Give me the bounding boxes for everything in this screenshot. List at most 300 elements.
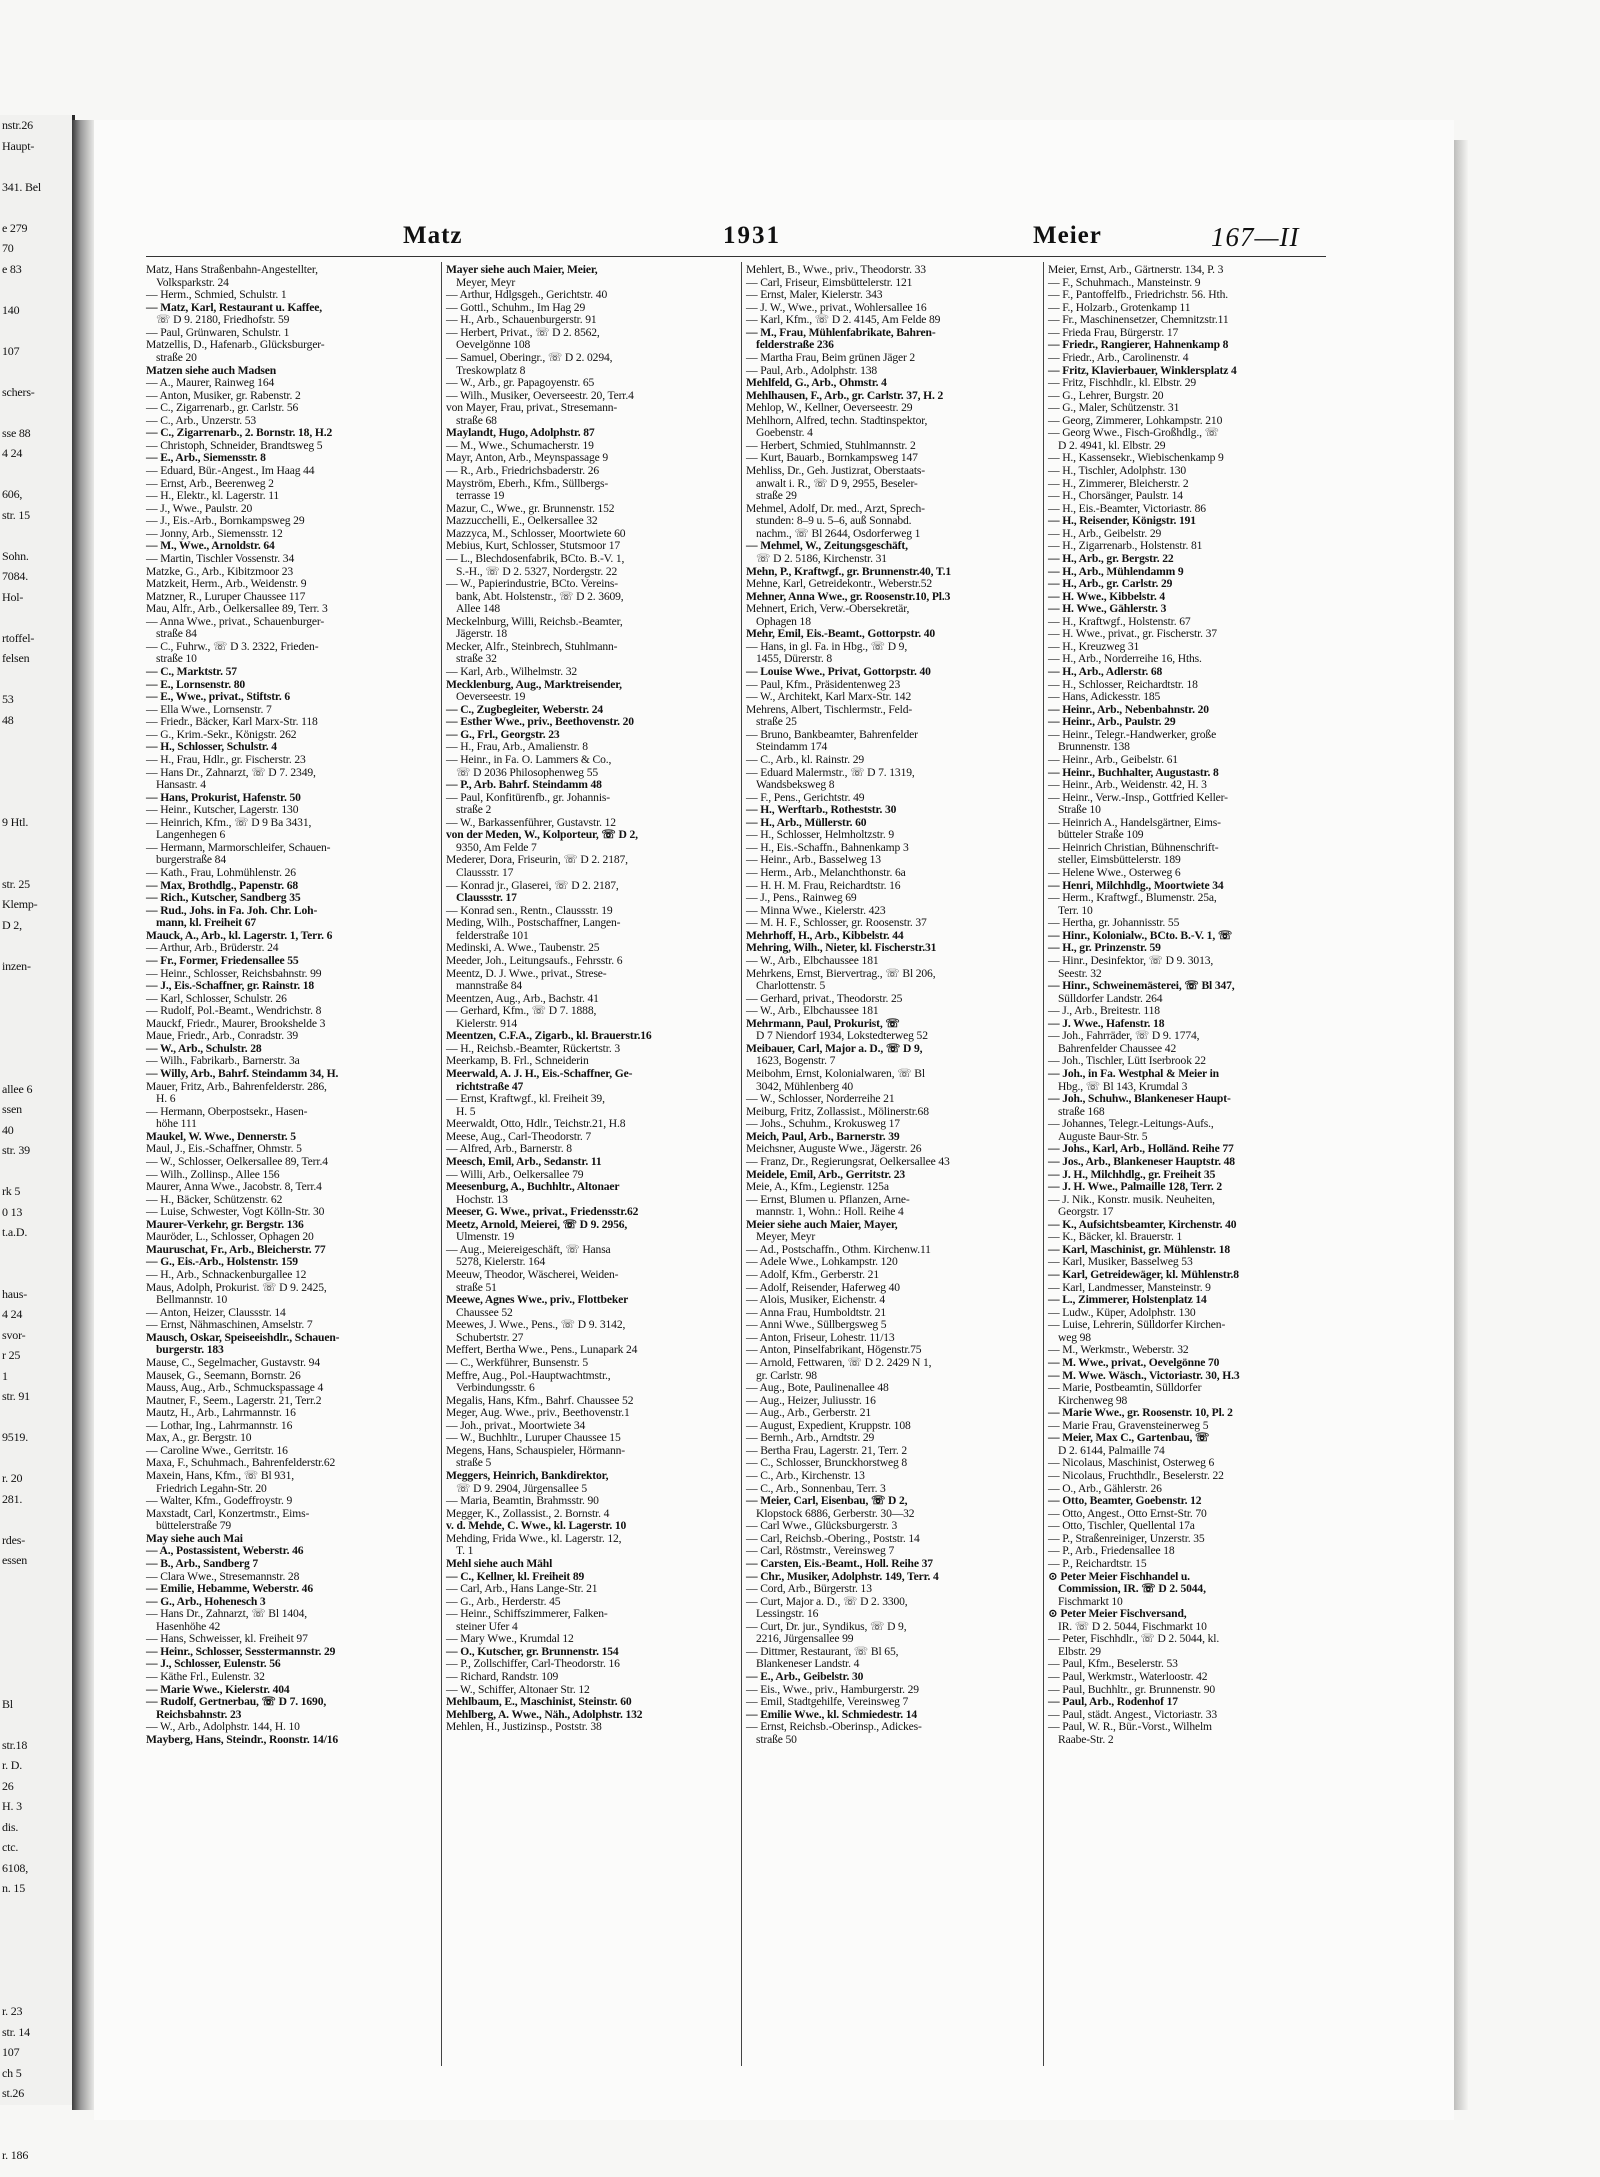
left-page-fragment: Bl	[2, 1696, 13, 1711]
directory-entry: Straße 10	[1058, 803, 1101, 817]
directory-entry: ☏ D 2. 5186, Kirchenstr. 31	[756, 551, 887, 565]
directory-entry: terrasse 19	[456, 489, 505, 503]
directory-entry: — Anton, Musiker, gr. Rabenstr. 2	[146, 388, 301, 402]
directory-entry: Megens, Hans, Schauspieler, Hörmann-	[446, 1443, 625, 1457]
left-page-fragment	[0, 730, 72, 751]
directory-entry: straße 168	[1058, 1104, 1105, 1118]
directory-entry: Maue, Friedr., Arb., Conradstr. 39	[146, 1029, 299, 1043]
directory-entry: — Heinr., Arb., Weidenstr. 42, H. 3	[1048, 778, 1207, 792]
left-page-fragment	[0, 1919, 72, 1940]
directory-entry: — Hans Dr., Zahnarzt, ☏ D 7. 2349,	[146, 765, 316, 779]
directory-entry: Mehlen, H., Justizinsp., Poststr. 38	[446, 1720, 602, 1734]
left-page-fragment: r. 20	[2, 1471, 23, 1485]
directory-entry: Meerkamp, B. Frl., Schneiderin	[446, 1054, 589, 1068]
directory-entry: straße 5	[456, 1456, 492, 1470]
directory-entry: — Heinrich A., Handelsgärtner, Eims-	[1048, 815, 1221, 829]
left-page-fragment	[0, 1591, 72, 1612]
directory-entry: Mehlop, W., Kellner, Oeverseestr. 29	[746, 401, 913, 415]
directory-entry: IR. ☏ D 2. 5044, Fischmarkt 10	[1058, 1619, 1207, 1633]
directory-entry: ⊙ Peter Meier Fischversand,	[1048, 1607, 1187, 1621]
directory-entry: gr. Carlstr. 98	[756, 1368, 817, 1382]
directory-entry: Reichsbahnstr. 23	[156, 1707, 242, 1721]
directory-entry: Mehlhausen, F., Arb., gr. Carlstr. 37, H. 2	[746, 388, 944, 402]
directory-entry: Meewe, Agnes Wwe., priv., Flottbeker	[446, 1293, 629, 1307]
running-head-last-name: Meier	[1033, 222, 1102, 249]
directory-column-3	[746, 264, 1038, 1746]
directory-entry: — F., Schuhmach., Mansteinstr. 9	[1048, 275, 1201, 289]
book-gutter	[72, 120, 94, 2110]
directory-entry: — W., Schlosser, Oelkersallee 89, Terr.4	[146, 1154, 328, 1168]
directory-entry: — Joh., in Fa. Westphal & Meier in	[1048, 1067, 1219, 1080]
directory-entry: — Joh., privat., Moortwiete 34	[446, 1418, 586, 1432]
directory-entry: — Emilie, Hebamme, Weberstr. 46	[146, 1582, 313, 1596]
directory-entry: — Friedr., Bäcker, Karl Marx-Str. 118	[146, 715, 318, 729]
directory-entry: — E., Arb., Geibelstr. 30	[746, 1670, 864, 1683]
directory-entry: Chaussee 52	[456, 1305, 513, 1319]
directory-entry: — Johs., Schuhm., Krokusweg 17	[746, 1117, 900, 1131]
directory-entry: Meerwaldt, Otto, Hdlr., Teichstr.21, H.8	[446, 1117, 626, 1131]
directory-entry: Mayr, Anton, Arb., Meynspassage 9	[446, 451, 609, 465]
directory-entry: — Paul, Werkmstr., Waterloostr. 42	[1048, 1670, 1208, 1683]
directory-entry: — H., gr. Prinzenstr. 59	[1048, 941, 1161, 955]
directory-entry: — Walter, Kfm., Godeffroystr. 9	[146, 1494, 293, 1508]
directory-column-4	[1048, 264, 1340, 1746]
directory-entry: 3042, Mühlenberg 40	[756, 1079, 854, 1093]
directory-entry: Mauruschat, Fr., Arb., Bleicherstr. 77	[146, 1242, 326, 1256]
directory-entry: Meding, Wilh., Postschaffner, Langen-	[446, 916, 621, 930]
left-page-fragment: 70	[2, 241, 14, 255]
directory-entry: — H., Arb., Norderreihe 16, Hths.	[1048, 652, 1202, 666]
left-page-fragment: str.18	[2, 1737, 28, 1752]
directory-entry: Matzkeit, Herm., Arb., Weidenstr. 9	[146, 577, 307, 591]
directory-entry: — Bernh., Arb., Arndtstr. 29	[746, 1431, 875, 1445]
directory-entry: Seestr. 32	[1058, 966, 1102, 980]
left-page-fragment: 107	[2, 2045, 20, 2059]
directory-entry: — Nicolaus, Fruchthdlr., Beselerstr. 22	[1048, 1469, 1224, 1482]
directory-entry: ☏ D 9. 2904, Jürgensallee 5	[456, 1481, 587, 1495]
directory-entry: Mehmel, Adolf, Dr. med., Arzt, Sprech-	[746, 501, 925, 515]
directory-entry: Meeder, Joh., Leitungsaufs., Fehrsstr. 6	[446, 953, 623, 967]
directory-entry: anwalt i. R., ☏ D 9, 2955, Beseler-	[756, 476, 918, 490]
directory-entry: Mehner, Anna Wwe., gr. Roosenstr.10, Pl.3	[746, 589, 951, 603]
directory-entry: Meesch, Emil, Arb., Sedanstr. 11	[446, 1154, 602, 1168]
directory-entry: Hochstr. 13	[456, 1192, 508, 1206]
directory-entry: — Paul, Arb., Adolphstr. 138	[746, 363, 878, 377]
directory-entry: — Anna Frau, Humboldtstr. 21	[746, 1305, 887, 1319]
directory-entry: — C., Werkführer, Bunsenstr. 5	[446, 1355, 589, 1369]
directory-entry: Verbindungsstr. 6	[456, 1381, 535, 1395]
left-page-fragment	[0, 997, 72, 1018]
directory-entry: — Ernst, Reichsb.-Oberinsp., Adickes-	[746, 1720, 922, 1734]
directory-entry: — Kath., Frau, Lohmühlenstr. 26	[146, 866, 296, 879]
directory-entry: Wandsbeksweg 8	[756, 778, 835, 792]
directory-entry: ☏ D 2036 Philosophenweg 55	[456, 765, 598, 779]
directory-entry: — Ad., Postschaffn., Othm. Kirchenw.11	[746, 1242, 931, 1256]
directory-entry: — Mehmel, W., Zeitungsgeschäft,	[746, 539, 908, 553]
directory-entry: Langenhegen 6	[156, 828, 226, 842]
directory-entry: — Herbert, Schmied, Stuhlmannstr. 2	[746, 438, 916, 452]
directory-entry: Maylandt, Hugo, Adolphstr. 87	[446, 426, 595, 440]
directory-entry: Maxstadt, Carl, Konzertmstr., Eims-	[146, 1506, 310, 1520]
directory-entry: — H., Arb., Geibelstr. 29	[1048, 526, 1162, 540]
directory-entry: höhe 111	[156, 1117, 197, 1131]
directory-entry: — Ernst, Blumen u. Pflanzen, Arne-	[746, 1192, 910, 1206]
directory-entry: Mehlfeld, G., Arb., Ohmstr. 4	[746, 376, 887, 390]
directory-entry: straße 25	[756, 715, 797, 729]
directory-entry: — Rud., Johs. in Fa. Joh. Chr. Loh-	[146, 903, 318, 917]
directory-entry: — H., Reisender, Königstr. 191	[1048, 514, 1196, 528]
directory-entry: — Karl, Schlosser, Schulstr. 26	[146, 991, 287, 1005]
directory-entry: straße 20	[156, 350, 197, 364]
directory-entry: — Paul, Buchhltr., gr. Brunnenstr. 90	[1048, 1682, 1216, 1696]
directory-entry: Mehliss, Dr., Geh. Justizrat, Oberstaats-	[746, 464, 925, 477]
column-divider	[741, 262, 742, 2066]
directory-entry: Mausch, Oskar, Speiseeishdlr., Schauen-	[146, 1330, 340, 1344]
left-page-fragment: 48	[2, 712, 14, 727]
directory-entry: Mehding, Frida Wwe., kl. Lagerstr. 12,	[446, 1531, 622, 1545]
directory-entry: — F., Holzarb., Grotenkamp 11	[1048, 300, 1191, 314]
directory-entry: — Gerhard, Kfm., ☏ D 7. 1888,	[446, 1004, 597, 1018]
directory-entry: Mederer, Dora, Friseurin, ☏ D 2. 2187,	[446, 853, 628, 867]
directory-entry: Fischmarkt 10	[1058, 1594, 1123, 1608]
directory-entry: Mazur, C., Wwe., gr. Brunnenstr. 152	[446, 501, 615, 515]
running-head-year: 1931	[723, 222, 781, 249]
directory-entry: — Karl, Maschinist, gr. Mühlenstr. 18	[1048, 1242, 1230, 1256]
directory-entry: — Joh., Tischler, Lütt Iserbrook 22	[1048, 1054, 1206, 1068]
directory-entry: Meier siehe auch Maier, Mayer,	[746, 1217, 898, 1231]
directory-entry: — H., Frau, Arb., Amalienstr. 8	[446, 740, 588, 754]
directory-entry: — F., Pantoffelfb., Friedrichstr. 56. Hth.	[1048, 288, 1228, 302]
left-page-fragment	[0, 1509, 72, 1530]
column-divider	[1043, 262, 1044, 2066]
directory-entry: Sülldorfer Landstr. 264	[1058, 991, 1163, 1005]
directory-entry: — Gottl., Schuhm., Im Hag 29	[446, 300, 586, 314]
directory-entry: — J. Nik., Konstr. musik. Neuheiten,	[1048, 1192, 1215, 1206]
directory-entry: — Arnold, Fettwaren, ☏ D 2. 2429 N 1,	[746, 1355, 932, 1369]
directory-entry: — Frieda Frau, Bürgerstr. 17	[1048, 325, 1179, 339]
directory-entry: — G., Eis.-Arb., Holstenstr. 159	[146, 1255, 298, 1269]
directory-entry: — Fr., Maschinensetzer, Chemnitzstr.11	[1048, 313, 1229, 327]
directory-entry: 1623, Bogenstr. 7	[756, 1054, 836, 1068]
left-page-fragment	[0, 1058, 72, 1079]
left-page-fragment	[0, 771, 72, 792]
directory-entry: Auguste Baur-Str. 5	[1058, 1129, 1148, 1143]
directory-entry: — Nicolaus, Maschinist, Osterweg 6	[1048, 1456, 1215, 1470]
directory-entry: — K., Bäcker, kl. Brauerstr. 1	[1048, 1230, 1183, 1244]
directory-entry: — W., Architekt, Karl Marx-Str. 142	[746, 690, 912, 704]
directory-entry: ☏ D 9. 2180, Friedhofstr. 59	[156, 313, 290, 327]
directory-entry: — Heinr., Kutscher, Lagerstr. 130	[146, 803, 299, 817]
directory-entry: — Willy, Arb., Bahrf. Steindamm 34, H.	[146, 1067, 339, 1080]
directory-entry: — Luise, Lehrerin, Sülldorfer Kirchen-	[1048, 1318, 1226, 1332]
directory-entry: nachm., ☏ Bl 2644, Osdorferweg 1	[756, 526, 921, 540]
column-divider	[441, 262, 442, 2066]
directory-entry: — Fritz, Klavierbauer, Winklersplatz 4	[1048, 363, 1237, 377]
directory-entry: — Otto, Angest., Otto Ernst-Str. 70	[1048, 1506, 1207, 1520]
left-page-fragment: essen	[2, 1553, 27, 1567]
left-page-fragment: 281.	[2, 1491, 23, 1506]
directory-entry: — H., Eis.-Beamter, Victoriastr. 86	[1048, 501, 1206, 515]
left-page-fragment: str. 91	[2, 1389, 30, 1403]
left-page-fragment	[0, 1960, 72, 1981]
directory-entry: — Emil, Stadtgehilfe, Vereinsweg 7	[746, 1695, 909, 1709]
directory-entry: Mehrmann, Paul, Prokurist, ☏	[746, 1016, 900, 1030]
directory-entry: D 2. 4941, kl. Elbstr. 29	[1058, 438, 1166, 452]
directory-entry: — Arthur, Hdlgsgeh., Gerichtstr. 40	[446, 288, 608, 302]
directory-entry: — Curt, Dr. jur., Syndikus, ☏ D 9,	[746, 1619, 907, 1633]
directory-entry: — Heinr., Arb., Nebenbahnstr. 20	[1048, 702, 1209, 716]
directory-entry: Bellmannstr. 10	[156, 1293, 228, 1307]
left-page-fragment: sse 88	[2, 425, 31, 440]
left-page-fragment: str. 25	[2, 876, 30, 891]
directory-entry: Meger, Aug. Wwe., priv., Beethovenstr.1	[446, 1406, 630, 1420]
directory-entry: Meeuw, Theodor, Wäscherei, Weiden-	[446, 1268, 619, 1281]
left-page-fragment	[0, 1571, 72, 1592]
directory-entry: straße 2	[456, 803, 492, 817]
directory-entry: straße 68	[456, 413, 497, 427]
directory-entry: — Peter, Fischhdlr., ☏ D 2. 5044, kl.	[1048, 1632, 1220, 1646]
directory-entry: — W., Schiffer, Altonaer Str. 12	[446, 1682, 590, 1696]
directory-entry: — F., Pens., Gerichtstr. 49	[746, 790, 865, 804]
directory-column-1	[146, 264, 436, 1746]
directory-entry: — C., Kellner, kl. Freiheit 89	[446, 1569, 585, 1583]
directory-entry: — Helene Wwe., Osterweg 6	[1048, 866, 1181, 879]
directory-entry: — Heinr., Schlosser, Reichsbahnstr. 99	[146, 966, 322, 980]
directory-entry: — C., Arb., kl. Rainstr. 29	[746, 752, 865, 766]
directory-entry: May siehe auch Mai	[146, 1531, 243, 1545]
directory-entry: straße 32	[456, 652, 497, 666]
directory-entry: — Adolf, Kfm., Gerberstr. 21	[746, 1268, 879, 1281]
directory-entry: — Hans, in gl. Fa. in Hbg., ☏ D 9,	[746, 639, 908, 653]
directory-entry: — Heinr., Arb., Paulstr. 29	[1048, 715, 1176, 729]
directory-entry: — E., Arb., Siemensstr. 8	[146, 451, 266, 465]
directory-entry: Mehnert, Erich, Verw.-Obersekretär,	[746, 602, 910, 616]
left-page-margin	[0, 115, 75, 2162]
directory-entry: von Mayer, Frau, privat., Stresemann-	[446, 401, 618, 415]
directory-entry: — H., Elektr., kl. Lagerstr. 11	[146, 489, 280, 503]
directory-entry: straße 84	[156, 627, 197, 641]
directory-entry: — Fr., Former, Friedensallee 55	[146, 953, 299, 967]
left-page-fragment	[0, 525, 72, 546]
directory-entry: — Rich., Kutscher, Sandberg 35	[146, 891, 301, 905]
directory-entry: — Aug., Heizer, Juliusstr. 16	[746, 1393, 876, 1407]
directory-entry: Mauer, Fritz, Arb., Bahrenfelderstr. 286,	[146, 1079, 327, 1093]
directory-entry: — J. Wwe., Hafenstr. 18	[1048, 1016, 1165, 1030]
directory-entry: — H., Zimmerer, Bleicherstr. 2	[1048, 476, 1189, 490]
directory-entry: Mautner, F., Seem., Lagerstr. 21, Terr.2	[146, 1393, 322, 1407]
left-page-fragment	[0, 1017, 72, 1038]
directory-entry: — Hertha, gr. Johannisstr. 55	[1048, 916, 1180, 930]
directory-entry: Maurer-Verkehr, gr. Bergstr. 136	[146, 1217, 304, 1231]
directory-entry: — Karl, Getreidewäger, kl. Mühlenstr.8	[1048, 1268, 1239, 1281]
directory-entry: — W., Arb., gr. Papagoyenstr. 65	[446, 376, 595, 390]
directory-entry: — Aug., Meiereigeschäft, ☏ Hansa	[446, 1242, 611, 1256]
directory-entry: — Adele Wwe., Lohkampstr. 120	[746, 1255, 898, 1269]
directory-entry: — H. H. M. Frau, Reichardtstr. 16	[746, 878, 901, 892]
directory-entry: Mehn, P., Kraftwgf., gr. Brunnenstr.40, T.1	[746, 564, 952, 578]
directory-entry: — Hinr., Desinfektor, ☏ D 9. 3013,	[1048, 953, 1214, 967]
directory-entry: — Cord, Arb., Bürgerstr. 13	[746, 1582, 872, 1596]
directory-entry: Meentzen, C.F.A., Zigarb., kl. Brauerstr.16	[446, 1029, 652, 1043]
directory-entry: straße 50	[756, 1732, 797, 1746]
left-page-fragment: nstr.26	[2, 118, 33, 132]
left-page-fragment	[0, 2104, 72, 2125]
directory-entry: — H., Werftarb., Rotheststr. 30	[746, 803, 897, 817]
directory-entry: Claussstr. 17	[456, 866, 514, 879]
directory-entry: — Paul, Arb., Rodenhof 17	[1048, 1695, 1178, 1709]
left-page-fragment	[0, 833, 72, 854]
directory-entry: — Joh., Schuhw., Blankeneser Haupt-	[1048, 1092, 1231, 1106]
directory-entry: — Hermann, Marmorschleifer, Schauen-	[146, 840, 331, 854]
left-page-fragment: 1	[2, 1368, 8, 1383]
directory-entry: — Marie Frau, Gravensteinerweg 5	[1048, 1418, 1209, 1432]
directory-entry: Meewes, J. Wwe., Pens., ☏ D 9. 3142,	[446, 1318, 626, 1332]
directory-entry: — Konrad jr., Glaserei, ☏ D 2. 2187,	[446, 878, 619, 892]
left-page-fragment: schers-	[2, 384, 35, 399]
directory-entry: — P., Arb. Bahrf. Steindamm 48	[446, 778, 602, 792]
directory-entry: — Ernst, Maler, Kielerstr. 343	[746, 288, 883, 302]
directory-entry: — C., Zugbegleiter, Weberstr. 24	[446, 702, 604, 716]
directory-entry: Kielerstr. 914	[456, 1016, 518, 1030]
directory-entry: — Esther Wwe., priv., Beethovenstr. 20	[446, 715, 634, 729]
left-page-fragment	[0, 1632, 72, 1653]
left-page-fragment: r 25	[2, 1348, 21, 1362]
directory-entry: — G., Maler, Schützenstr. 31	[1048, 401, 1180, 415]
directory-entry: Megger, K., Zollassist., 2. Bornstr. 4	[446, 1506, 610, 1520]
directory-entry: Mazzyca, M., Schlosser, Moortwiete 60	[446, 526, 626, 540]
directory-entry: — Carsten, Eis.-Beamt., Holl. Reihe 37	[746, 1556, 933, 1570]
left-page-fragment	[0, 792, 72, 813]
directory-entry: Oeverseestr. 19	[456, 690, 526, 704]
directory-entry: — Hermann, Oberpostsekr., Hasen-	[146, 1104, 308, 1118]
directory-entry: — Wilh., Musiker, Oeverseestr. 20, Terr.4	[446, 388, 634, 402]
directory-entry: — H. Wwe., privat., gr. Fischerstr. 37	[1048, 627, 1217, 641]
directory-entry: — Alois, Musiker, Eichenstr. 4	[746, 1293, 885, 1307]
directory-entry: — P., Reichardtstr. 15	[1048, 1556, 1147, 1570]
directory-entry: — Hans Dr., Zahnarzt, ☏ Bl 1404,	[146, 1607, 308, 1621]
directory-entry: — Anton, Pinselfabrikant, Högenstr.75	[746, 1343, 922, 1357]
left-page-fragment: str. 14	[2, 2024, 30, 2039]
directory-entry: — P., Zollschiffer, Carl-Theodorstr. 16	[446, 1657, 620, 1671]
directory-entry: D 7 Niendorf 1934, Lokstedterweg 52	[756, 1029, 928, 1043]
directory-entry: — Adolf, Reisender, Haferweg 40	[746, 1280, 900, 1294]
left-page-fragment	[0, 279, 72, 300]
left-page-fragment	[0, 669, 72, 690]
directory-entry: Matzellis, D., Hafenarb., Glücksburger-	[146, 338, 325, 352]
directory-entry: v. d. Mehde, C. Wwe., kl. Lagerstr. 10	[446, 1519, 627, 1533]
directory-entry: Maurer, Anna Wwe., Jacobstr. 8, Terr.4	[146, 1180, 322, 1194]
directory-entry: — M., Wwe., Schumacherstr. 19	[446, 438, 594, 452]
left-page-fragment: rk 5	[2, 1184, 21, 1198]
directory-entry: — Johs., Karl, Arb., Holländ. Reihe 77	[1048, 1142, 1234, 1156]
left-page-fragment: 53	[2, 692, 14, 706]
directory-entry: — Maria, Beamtin, Brahmsstr. 90	[446, 1494, 599, 1508]
directory-entry: — L., Blechdosenfabrik, BCto. B.-V. 1,	[446, 551, 625, 565]
directory-entry: Ophagen 18	[756, 614, 811, 628]
directory-entry: — H., Kassensekr., Wiebischenkamp 9	[1048, 451, 1224, 465]
directory-entry: — Meier, Max C., Gartenbau, ☏	[1048, 1431, 1210, 1445]
left-page-fragment	[0, 156, 72, 177]
directory-entry: — Franz, Dr., Regierungsrat, Oelkersallee 43	[746, 1154, 950, 1168]
directory-entry: Matzke, G., Arb., Kibitzmoor 23	[146, 564, 294, 578]
directory-entry: Mehr, Emil, Eis.-Beamt., Gottorpstr. 40	[746, 627, 936, 641]
directory-entry: — C., Arb., Sonnenbau, Terr. 3	[746, 1481, 886, 1495]
directory-entry: Charlottenstr. 5	[756, 979, 826, 993]
directory-entry: Mauss, Aug., Arb., Schmuckspassage 4	[146, 1381, 324, 1395]
left-page-fragment	[0, 1161, 72, 1182]
directory-entry: Terr. 10	[1058, 903, 1093, 917]
directory-entry: — Carl, Reichsb.-Obering., Poststr. 14	[746, 1531, 920, 1545]
directory-entry: Matzner, R., Luruper Chaussee 117	[146, 589, 306, 603]
left-page-fragment	[0, 1263, 72, 1284]
directory-entry: Mauck, A., Arb., kl. Lagerstr. 1, Terr. 6	[146, 928, 333, 942]
directory-entry: — Henri, Milchhdlg., Moortwiete 34	[1048, 878, 1224, 892]
directory-entry: — J., Pens., Rainweg 69	[746, 891, 857, 905]
directory-entry: — Paul, Kfm., Beselerstr. 53	[1048, 1657, 1178, 1671]
directory-entry: büttelerstraße 79	[156, 1519, 232, 1533]
directory-entry: weg 98	[1058, 1330, 1091, 1344]
directory-entry: — M. Wwe., privat., Oevelgönne 70	[1048, 1355, 1220, 1369]
directory-entry: — Christoph, Schneider, Brandtsweg 5	[146, 438, 323, 452]
directory-entry: — Herm., Kraftwgf., Blumenstr. 25a,	[1048, 891, 1217, 905]
left-page-fragment	[0, 853, 72, 874]
left-page-fragment: 4 24	[2, 446, 23, 460]
directory-entry: — G., Frl., Georgstr. 23	[446, 727, 560, 741]
directory-entry: bütteler Straße 109	[1058, 828, 1144, 842]
directory-entry: — Hans, Adickesstr. 185	[1048, 690, 1161, 704]
directory-entry: — Anni Wwe., Süllbergsweg 5	[746, 1318, 887, 1332]
directory-entry: — H., Arb., Schnackenburgallee 12	[146, 1268, 307, 1281]
directory-entry: richtstraße 47	[456, 1079, 524, 1093]
directory-entry: 2216, Jürgensallee 99	[756, 1632, 854, 1646]
directory-entry: — M., Werkmstr., Weberstr. 32	[1048, 1343, 1189, 1357]
left-page-fragment: Sohn.	[2, 548, 29, 563]
directory-entry: Mebius, Kurt, Schlosser, Stutsmoor 17	[446, 539, 621, 553]
directory-entry: Meich, Paul, Arb., Barnerstr. 39	[746, 1129, 900, 1143]
directory-entry: — Eis., Wwe., priv., Hamburgerstr. 29	[746, 1682, 919, 1696]
directory-entry: Mehrkens, Ernst, Biervertrag., ☏ Bl 206,	[746, 966, 936, 980]
directory-entry: — E., Wwe., privat., Stiftstr. 6	[146, 690, 290, 704]
directory-entry: — M. Wwe. Wäsch., Victoriastr. 30, H.3	[1048, 1368, 1240, 1382]
left-page-fragment: 9519.	[2, 1430, 29, 1444]
left-page-fragment: n. 15	[2, 1881, 26, 1895]
directory-entry: 1455, Dürerstr. 8	[756, 652, 833, 666]
directory-entry: — Marie Wwe., Kielerstr. 404	[146, 1682, 290, 1696]
directory-entry: — Heinr., Arb., Basselweg 13	[746, 853, 881, 867]
directory-entry: — H., Schlosser, Helmholtzstr. 9	[746, 828, 895, 842]
directory-entry: — Heinr., Verw.-Insp., Gottfried Keller-	[1048, 790, 1228, 804]
directory-entry: — Anton, Heizer, Claussstr. 14	[146, 1305, 286, 1319]
directory-entry: — E., Lornsenstr. 80	[146, 677, 245, 691]
directory-entry: — Rudolf, Pol.-Beamt., Wendrichstr. 8	[146, 1004, 322, 1018]
directory-entry: Mehlberg, A. Wwe., Näh., Adolphstr. 132	[446, 1707, 643, 1721]
directory-entry: straße 51	[456, 1280, 497, 1294]
directory-entry: Mause, C., Segelmacher, Gustavstr. 94	[146, 1355, 320, 1369]
left-page-fragment: 26	[2, 1778, 14, 1793]
directory-entry: — B., Arb., Sandberg 7	[146, 1556, 259, 1570]
directory-entry: — M., Frau, Mühlenfabrikate, Bahren-	[746, 325, 936, 339]
directory-entry: — Matz, Karl, Restaurant u. Kaffee,	[146, 300, 323, 314]
directory-entry: — Curt, Major a. D., ☏ D 2. 3300,	[746, 1594, 908, 1608]
left-page-fragment	[0, 1448, 72, 1469]
left-page-fragment: r. 23	[2, 2004, 23, 2018]
directory-entry: — J., Schlosser, Eulenstr. 56	[146, 1657, 281, 1671]
directory-entry: — H., Arb., Adlerstr. 68	[1048, 665, 1163, 678]
directory-entry: — M., Wwe., Arnoldstr. 64	[146, 539, 275, 553]
directory-entry: H. 6	[156, 1092, 176, 1106]
directory-entry: — C., Arb., Unzerstr. 53	[146, 413, 257, 427]
directory-entry: Steindamm 174	[756, 740, 828, 754]
